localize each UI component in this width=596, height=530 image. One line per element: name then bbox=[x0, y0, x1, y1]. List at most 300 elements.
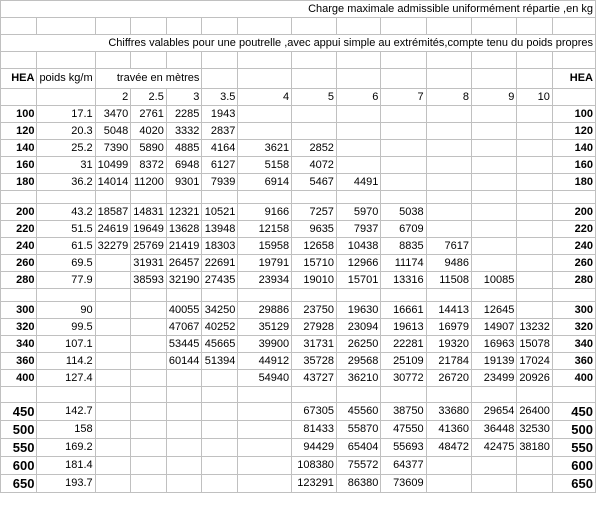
load-value[interactable] bbox=[517, 255, 553, 272]
hea-size-right[interactable]: 160 bbox=[552, 157, 595, 174]
load-value[interactable] bbox=[131, 421, 167, 439]
load-value[interactable]: 16661 bbox=[381, 302, 426, 319]
empty-cell[interactable] bbox=[426, 52, 471, 69]
load-value[interactable] bbox=[517, 140, 553, 157]
load-value[interactable]: 10438 bbox=[336, 238, 380, 255]
load-value[interactable]: 5467 bbox=[292, 174, 337, 191]
load-value[interactable] bbox=[95, 353, 131, 370]
span-length[interactable]: 3.5 bbox=[202, 89, 238, 106]
load-value[interactable]: 6127 bbox=[202, 157, 238, 174]
load-value[interactable]: 12966 bbox=[336, 255, 380, 272]
hea-size[interactable]: 200 bbox=[1, 204, 37, 221]
load-value[interactable] bbox=[166, 403, 202, 421]
load-value[interactable]: 55693 bbox=[381, 439, 426, 457]
load-value[interactable]: 14413 bbox=[426, 302, 471, 319]
load-value[interactable]: 7939 bbox=[202, 174, 238, 191]
load-value[interactable] bbox=[292, 123, 337, 140]
load-value[interactable] bbox=[95, 475, 131, 493]
empty-cell[interactable] bbox=[292, 52, 337, 69]
empty-cell[interactable] bbox=[202, 191, 238, 204]
load-value[interactable]: 27928 bbox=[292, 319, 337, 336]
load-value[interactable]: 4072 bbox=[292, 157, 337, 174]
load-value[interactable]: 7937 bbox=[336, 221, 380, 238]
empty-cell[interactable] bbox=[471, 18, 516, 35]
empty-cell[interactable] bbox=[471, 387, 516, 403]
poids-value[interactable]: 31 bbox=[37, 157, 95, 174]
load-value[interactable]: 38750 bbox=[381, 403, 426, 421]
load-value[interactable]: 2285 bbox=[166, 106, 202, 123]
load-value[interactable]: 5048 bbox=[95, 123, 131, 140]
load-value[interactable]: 4020 bbox=[131, 123, 167, 140]
load-value[interactable] bbox=[517, 272, 553, 289]
load-value[interactable]: 19320 bbox=[426, 336, 471, 353]
hea-size[interactable]: 120 bbox=[1, 123, 37, 140]
load-value[interactable]: 20926 bbox=[517, 370, 553, 387]
load-value[interactable] bbox=[202, 457, 238, 475]
empty-cell[interactable] bbox=[238, 387, 292, 403]
load-value[interactable]: 12645 bbox=[471, 302, 516, 319]
sheet-title[interactable]: Charge maximale admissible uniformément répartie ,en kg bbox=[1, 1, 596, 18]
hea-size-right[interactable]: 260 bbox=[552, 255, 595, 272]
empty-cell[interactable] bbox=[336, 387, 380, 403]
load-value[interactable]: 7617 bbox=[426, 238, 471, 255]
hea-size-right[interactable]: 240 bbox=[552, 238, 595, 255]
load-value[interactable]: 43727 bbox=[292, 370, 337, 387]
empty-cell[interactable] bbox=[238, 289, 292, 302]
load-value[interactable] bbox=[131, 475, 167, 493]
load-value[interactable] bbox=[95, 439, 131, 457]
empty-cell[interactable] bbox=[381, 191, 426, 204]
span-length[interactable]: 3 bbox=[166, 89, 202, 106]
load-value[interactable]: 47550 bbox=[381, 421, 426, 439]
load-value[interactable]: 29886 bbox=[238, 302, 292, 319]
empty-cell[interactable] bbox=[426, 69, 471, 89]
load-value[interactable]: 75572 bbox=[336, 457, 380, 475]
empty-cell[interactable] bbox=[131, 18, 167, 35]
header-travee[interactable]: travée en mètres bbox=[95, 69, 202, 89]
hea-size-right[interactable]: 100 bbox=[552, 106, 595, 123]
empty-cell[interactable] bbox=[381, 18, 426, 35]
load-value[interactable]: 19649 bbox=[131, 221, 167, 238]
load-value[interactable] bbox=[238, 123, 292, 140]
load-value[interactable]: 14907 bbox=[471, 319, 516, 336]
load-value[interactable] bbox=[202, 370, 238, 387]
poids-value[interactable]: 158 bbox=[37, 421, 95, 439]
load-value[interactable] bbox=[381, 123, 426, 140]
load-value[interactable]: 26720 bbox=[426, 370, 471, 387]
load-value[interactable]: 22691 bbox=[202, 255, 238, 272]
load-value[interactable]: 15078 bbox=[517, 336, 553, 353]
load-value[interactable]: 32190 bbox=[166, 272, 202, 289]
hea-size[interactable]: 600 bbox=[1, 457, 37, 475]
load-value[interactable]: 9301 bbox=[166, 174, 202, 191]
load-value[interactable] bbox=[471, 140, 516, 157]
load-value[interactable] bbox=[517, 457, 553, 475]
empty-cell[interactable] bbox=[131, 52, 167, 69]
empty-cell[interactable] bbox=[552, 18, 595, 35]
load-value[interactable]: 9486 bbox=[426, 255, 471, 272]
empty-cell[interactable] bbox=[292, 69, 337, 89]
span-length[interactable]: 10 bbox=[517, 89, 553, 106]
hea-size-right[interactable]: 120 bbox=[552, 123, 595, 140]
load-value[interactable] bbox=[336, 106, 380, 123]
empty-cell[interactable] bbox=[552, 89, 595, 106]
empty-cell[interactable] bbox=[202, 289, 238, 302]
header-poids[interactable]: poids kg/m bbox=[37, 69, 95, 89]
load-value[interactable]: 65404 bbox=[336, 439, 380, 457]
poids-value[interactable]: 77.9 bbox=[37, 272, 95, 289]
load-value[interactable]: 26457 bbox=[166, 255, 202, 272]
hea-size-right[interactable]: 320 bbox=[552, 319, 595, 336]
span-length[interactable]: 7 bbox=[381, 89, 426, 106]
load-value[interactable]: 81433 bbox=[292, 421, 337, 439]
load-value[interactable] bbox=[517, 106, 553, 123]
load-value[interactable]: 29654 bbox=[471, 403, 516, 421]
load-value[interactable]: 3332 bbox=[166, 123, 202, 140]
load-value[interactable] bbox=[426, 140, 471, 157]
empty-cell[interactable] bbox=[1, 18, 37, 35]
load-value[interactable] bbox=[381, 157, 426, 174]
poids-value[interactable]: 51.5 bbox=[37, 221, 95, 238]
load-value[interactable]: 4885 bbox=[166, 140, 202, 157]
load-value[interactable] bbox=[238, 457, 292, 475]
load-value[interactable]: 23934 bbox=[238, 272, 292, 289]
load-value[interactable] bbox=[95, 457, 131, 475]
load-value[interactable] bbox=[238, 421, 292, 439]
load-value[interactable]: 26250 bbox=[336, 336, 380, 353]
load-value[interactable] bbox=[517, 174, 553, 191]
load-value[interactable] bbox=[131, 403, 167, 421]
empty-cell[interactable] bbox=[552, 289, 595, 302]
empty-cell[interactable] bbox=[238, 52, 292, 69]
load-value[interactable]: 16979 bbox=[426, 319, 471, 336]
load-value[interactable]: 30772 bbox=[381, 370, 426, 387]
load-value[interactable]: 34250 bbox=[202, 302, 238, 319]
load-value[interactable]: 6709 bbox=[381, 221, 426, 238]
empty-cell[interactable] bbox=[381, 289, 426, 302]
load-value[interactable]: 31931 bbox=[131, 255, 167, 272]
load-value[interactable] bbox=[336, 123, 380, 140]
load-value[interactable] bbox=[238, 403, 292, 421]
load-value[interactable] bbox=[381, 106, 426, 123]
load-value[interactable] bbox=[471, 238, 516, 255]
load-value[interactable]: 23750 bbox=[292, 302, 337, 319]
empty-cell[interactable] bbox=[238, 69, 292, 89]
load-value[interactable] bbox=[202, 475, 238, 493]
poids-value[interactable]: 181.4 bbox=[37, 457, 95, 475]
load-value[interactable]: 6914 bbox=[238, 174, 292, 191]
empty-cell[interactable] bbox=[1, 191, 37, 204]
load-value[interactable]: 10085 bbox=[471, 272, 516, 289]
empty-cell[interactable] bbox=[1, 52, 37, 69]
load-value[interactable]: 40252 bbox=[202, 319, 238, 336]
hea-size-right[interactable]: 200 bbox=[552, 204, 595, 221]
load-value[interactable] bbox=[131, 336, 167, 353]
load-value[interactable]: 11200 bbox=[131, 174, 167, 191]
hea-size[interactable]: 550 bbox=[1, 439, 37, 457]
load-value[interactable]: 14014 bbox=[95, 174, 131, 191]
load-value[interactable] bbox=[471, 475, 516, 493]
load-value[interactable] bbox=[336, 140, 380, 157]
hea-size-right[interactable]: 600 bbox=[552, 457, 595, 475]
empty-cell[interactable] bbox=[37, 89, 95, 106]
empty-cell[interactable] bbox=[517, 191, 553, 204]
header-hea-left[interactable]: HEA bbox=[1, 69, 37, 89]
load-value[interactable]: 18587 bbox=[95, 204, 131, 221]
load-value[interactable] bbox=[517, 204, 553, 221]
load-value[interactable]: 15710 bbox=[292, 255, 337, 272]
poids-value[interactable]: 142.7 bbox=[37, 403, 95, 421]
poids-value[interactable]: 17.1 bbox=[37, 106, 95, 123]
empty-cell[interactable] bbox=[471, 69, 516, 89]
poids-value[interactable]: 43.2 bbox=[37, 204, 95, 221]
load-value[interactable]: 16963 bbox=[471, 336, 516, 353]
load-value[interactable]: 86380 bbox=[336, 475, 380, 493]
empty-cell[interactable] bbox=[95, 52, 131, 69]
load-value[interactable] bbox=[95, 370, 131, 387]
poids-value[interactable]: 36.2 bbox=[37, 174, 95, 191]
empty-cell[interactable] bbox=[517, 289, 553, 302]
load-value[interactable]: 25109 bbox=[381, 353, 426, 370]
hea-size-right[interactable]: 300 bbox=[552, 302, 595, 319]
load-value[interactable] bbox=[166, 370, 202, 387]
load-value[interactable] bbox=[202, 403, 238, 421]
empty-cell[interactable] bbox=[517, 52, 553, 69]
load-value[interactable]: 13316 bbox=[381, 272, 426, 289]
hea-size-right[interactable]: 340 bbox=[552, 336, 595, 353]
load-value[interactable]: 31731 bbox=[292, 336, 337, 353]
load-value[interactable]: 60144 bbox=[166, 353, 202, 370]
load-value[interactable]: 24619 bbox=[95, 221, 131, 238]
load-value[interactable] bbox=[166, 421, 202, 439]
load-value[interactable]: 11174 bbox=[381, 255, 426, 272]
empty-cell[interactable] bbox=[381, 69, 426, 89]
load-value[interactable] bbox=[202, 421, 238, 439]
load-value[interactable] bbox=[238, 439, 292, 457]
load-value[interactable] bbox=[426, 475, 471, 493]
load-value[interactable]: 5038 bbox=[381, 204, 426, 221]
poids-value[interactable]: 90 bbox=[37, 302, 95, 319]
hea-size-right[interactable]: 650 bbox=[552, 475, 595, 493]
load-value[interactable]: 123291 bbox=[292, 475, 337, 493]
load-value[interactable] bbox=[517, 238, 553, 255]
span-length[interactable]: 2.5 bbox=[131, 89, 167, 106]
empty-cell[interactable] bbox=[336, 289, 380, 302]
load-value[interactable]: 94429 bbox=[292, 439, 337, 457]
hea-size[interactable]: 240 bbox=[1, 238, 37, 255]
empty-cell[interactable] bbox=[471, 289, 516, 302]
load-value[interactable]: 42475 bbox=[471, 439, 516, 457]
load-value[interactable] bbox=[471, 123, 516, 140]
empty-cell[interactable] bbox=[426, 289, 471, 302]
hea-size-right[interactable]: 280 bbox=[552, 272, 595, 289]
load-value[interactable]: 5970 bbox=[336, 204, 380, 221]
poids-value[interactable]: 114.2 bbox=[37, 353, 95, 370]
load-value[interactable] bbox=[517, 157, 553, 174]
load-value[interactable]: 5890 bbox=[131, 140, 167, 157]
load-value[interactable] bbox=[426, 457, 471, 475]
load-value[interactable] bbox=[471, 457, 516, 475]
empty-cell[interactable] bbox=[166, 52, 202, 69]
empty-cell[interactable] bbox=[131, 191, 167, 204]
load-value[interactable] bbox=[238, 106, 292, 123]
hea-size[interactable]: 320 bbox=[1, 319, 37, 336]
load-value[interactable] bbox=[471, 221, 516, 238]
empty-cell[interactable] bbox=[238, 18, 292, 35]
load-value[interactable]: 73609 bbox=[381, 475, 426, 493]
hea-size[interactable]: 280 bbox=[1, 272, 37, 289]
load-value[interactable]: 44912 bbox=[238, 353, 292, 370]
load-value[interactable]: 14831 bbox=[131, 204, 167, 221]
load-value[interactable] bbox=[517, 475, 553, 493]
empty-cell[interactable] bbox=[292, 18, 337, 35]
hea-size-right[interactable]: 140 bbox=[552, 140, 595, 157]
empty-cell[interactable] bbox=[131, 289, 167, 302]
load-value[interactable]: 51394 bbox=[202, 353, 238, 370]
load-value[interactable]: 36210 bbox=[336, 370, 380, 387]
load-value[interactable]: 7257 bbox=[292, 204, 337, 221]
load-value[interactable]: 12658 bbox=[292, 238, 337, 255]
load-value[interactable] bbox=[426, 221, 471, 238]
hea-size-right[interactable]: 450 bbox=[552, 403, 595, 421]
empty-cell[interactable] bbox=[202, 18, 238, 35]
empty-cell[interactable] bbox=[37, 52, 95, 69]
load-value[interactable] bbox=[381, 140, 426, 157]
empty-cell[interactable] bbox=[202, 69, 238, 89]
load-value[interactable]: 21784 bbox=[426, 353, 471, 370]
load-value[interactable] bbox=[517, 221, 553, 238]
hea-size-right[interactable]: 220 bbox=[552, 221, 595, 238]
hea-size[interactable]: 180 bbox=[1, 174, 37, 191]
load-value[interactable] bbox=[166, 475, 202, 493]
empty-cell[interactable] bbox=[517, 18, 553, 35]
load-value[interactable] bbox=[471, 204, 516, 221]
empty-cell[interactable] bbox=[426, 18, 471, 35]
load-value[interactable] bbox=[336, 157, 380, 174]
empty-cell[interactable] bbox=[517, 69, 553, 89]
load-value[interactable] bbox=[131, 353, 167, 370]
load-value[interactable]: 26400 bbox=[517, 403, 553, 421]
load-value[interactable] bbox=[131, 457, 167, 475]
hea-size[interactable]: 400 bbox=[1, 370, 37, 387]
load-value[interactable] bbox=[95, 319, 131, 336]
poids-value[interactable]: 20.3 bbox=[37, 123, 95, 140]
empty-cell[interactable] bbox=[1, 289, 37, 302]
load-value[interactable] bbox=[292, 106, 337, 123]
hea-size[interactable]: 220 bbox=[1, 221, 37, 238]
load-value[interactable]: 12158 bbox=[238, 221, 292, 238]
empty-cell[interactable] bbox=[95, 289, 131, 302]
load-value[interactable] bbox=[471, 157, 516, 174]
empty-cell[interactable] bbox=[37, 191, 95, 204]
load-value[interactable]: 35129 bbox=[238, 319, 292, 336]
load-value[interactable]: 45560 bbox=[336, 403, 380, 421]
load-value[interactable]: 25769 bbox=[131, 238, 167, 255]
hea-size-right[interactable]: 550 bbox=[552, 439, 595, 457]
empty-cell[interactable] bbox=[95, 18, 131, 35]
hea-size-right[interactable]: 500 bbox=[552, 421, 595, 439]
load-value[interactable]: 35728 bbox=[292, 353, 337, 370]
load-value[interactable] bbox=[426, 157, 471, 174]
load-value[interactable]: 23499 bbox=[471, 370, 516, 387]
load-value[interactable]: 19630 bbox=[336, 302, 380, 319]
empty-cell[interactable] bbox=[95, 191, 131, 204]
span-length[interactable]: 8 bbox=[426, 89, 471, 106]
load-value[interactable] bbox=[471, 255, 516, 272]
empty-cell[interactable] bbox=[552, 52, 595, 69]
load-value[interactable]: 2761 bbox=[131, 106, 167, 123]
hea-size[interactable]: 160 bbox=[1, 157, 37, 174]
load-value[interactable] bbox=[166, 457, 202, 475]
load-value[interactable]: 9635 bbox=[292, 221, 337, 238]
load-value[interactable]: 19613 bbox=[381, 319, 426, 336]
poids-value[interactable]: 69.5 bbox=[37, 255, 95, 272]
load-value[interactable]: 64377 bbox=[381, 457, 426, 475]
load-value[interactable] bbox=[131, 302, 167, 319]
sheet-subtitle[interactable]: Chiffres valables pour une poutrelle ,avec appui simple au extrémités,compte tenu du poids propres bbox=[1, 35, 596, 52]
empty-cell[interactable] bbox=[552, 191, 595, 204]
load-value[interactable] bbox=[426, 123, 471, 140]
empty-cell[interactable] bbox=[37, 289, 95, 302]
hea-size[interactable]: 500 bbox=[1, 421, 37, 439]
load-value[interactable]: 53445 bbox=[166, 336, 202, 353]
load-value[interactable]: 8372 bbox=[131, 157, 167, 174]
empty-cell[interactable] bbox=[202, 52, 238, 69]
empty-cell[interactable] bbox=[336, 191, 380, 204]
load-value[interactable]: 15701 bbox=[336, 272, 380, 289]
empty-cell[interactable] bbox=[37, 387, 95, 403]
load-value[interactable] bbox=[131, 370, 167, 387]
empty-cell[interactable] bbox=[336, 69, 380, 89]
load-value[interactable]: 108380 bbox=[292, 457, 337, 475]
load-value[interactable] bbox=[95, 272, 131, 289]
hea-size[interactable]: 650 bbox=[1, 475, 37, 493]
empty-cell[interactable] bbox=[336, 52, 380, 69]
span-length[interactable]: 5 bbox=[292, 89, 337, 106]
load-value[interactable]: 3470 bbox=[95, 106, 131, 123]
empty-cell[interactable] bbox=[292, 191, 337, 204]
load-value[interactable]: 13948 bbox=[202, 221, 238, 238]
empty-cell[interactable] bbox=[166, 191, 202, 204]
empty-cell[interactable] bbox=[426, 191, 471, 204]
load-value[interactable]: 54940 bbox=[238, 370, 292, 387]
empty-cell[interactable] bbox=[292, 387, 337, 403]
load-value[interactable] bbox=[238, 475, 292, 493]
load-value[interactable]: 8835 bbox=[381, 238, 426, 255]
load-value[interactable] bbox=[95, 255, 131, 272]
hea-size-right[interactable]: 360 bbox=[552, 353, 595, 370]
load-value[interactable]: 39900 bbox=[238, 336, 292, 353]
load-value[interactable]: 36448 bbox=[471, 421, 516, 439]
empty-cell[interactable] bbox=[1, 89, 37, 106]
load-value[interactable]: 22281 bbox=[381, 336, 426, 353]
empty-cell[interactable] bbox=[95, 387, 131, 403]
load-value[interactable]: 10499 bbox=[95, 157, 131, 174]
load-value[interactable]: 19010 bbox=[292, 272, 337, 289]
load-value[interactable]: 19791 bbox=[238, 255, 292, 272]
load-value[interactable]: 32279 bbox=[95, 238, 131, 255]
load-value[interactable]: 7390 bbox=[95, 140, 131, 157]
load-value[interactable] bbox=[95, 403, 131, 421]
hea-size-right[interactable]: 400 bbox=[552, 370, 595, 387]
load-value[interactable]: 67305 bbox=[292, 403, 337, 421]
empty-cell[interactable] bbox=[1, 387, 37, 403]
load-value[interactable]: 13628 bbox=[166, 221, 202, 238]
hea-size[interactable]: 140 bbox=[1, 140, 37, 157]
load-value[interactable]: 32530 bbox=[517, 421, 553, 439]
load-value[interactable]: 38593 bbox=[131, 272, 167, 289]
load-value[interactable] bbox=[517, 123, 553, 140]
